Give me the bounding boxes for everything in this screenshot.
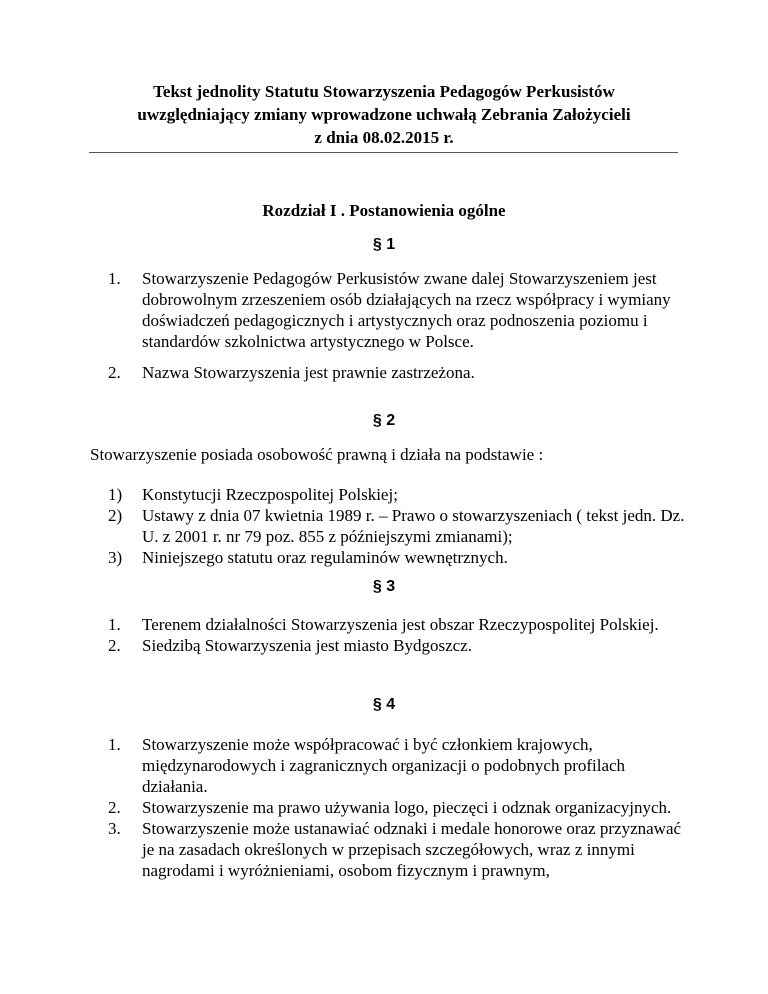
- list-item: 2. Siedzibą Stowarzyszenia jest miasto Bydgoszcz.: [108, 636, 472, 655]
- list-item: 3. Stowarzyszenie może ustanawiać odznaki i medale honorowe oraz przyznawać je na zasadach określonych w przepisach szczegółowych, wraz z innymi nagrodami i wyróżnieniami, osobom fizycznym i prawnym,: [108, 819, 682, 880]
- section-1-heading: § 1: [372, 236, 396, 253]
- list-item: 1. Stowarzyszenie może współpracować i być członkiem krajowych, międzynarodowych i zagranicznych organizacji o podobnych profilach działania.: [108, 735, 626, 796]
- section-4-heading: § 4: [372, 696, 396, 713]
- document-title: [90, 80, 678, 149]
- list-item: 3) Niniejszego statutu oraz regulaminów wewnętrznych.: [108, 548, 508, 567]
- section-2-heading: § 2: [372, 412, 396, 429]
- list-item: 1. Terenem działalności Stowarzyszenia jest obszar Rzeczypospolitej Polskiej.: [108, 615, 659, 634]
- section-1-list: [108, 268, 688, 383]
- list-item: 2. Stowarzyszenie ma prawo używania logo, pieczęci i odznak organizacyjnych.: [108, 798, 672, 817]
- title-divider: [89, 152, 678, 153]
- chapter-heading: Rozdział I . Postanowienia ogólne: [262, 201, 506, 220]
- section-2-intro: Stowarzyszenie posiada osobowość prawną i działa na podstawie :: [90, 445, 544, 464]
- section-3-list: [108, 614, 688, 656]
- title-line-2: uwzględniający zmiany wprowadzone uchwałą Zebrania Założycieli: [137, 105, 631, 124]
- list-item: 1. Stowarzyszenie Pedagogów Perkusistów zwane dalej Stowarzyszeniem jest dobrowolnym zrzeszeniem osób działających na rzecz współpracy i wymiany doświadczeń pedagogicznych i artystycznych oraz podnoszenia poziomu i standardów szkolnictwa artystycznego w Polsce.: [108, 269, 671, 351]
- list-item: 2) Ustawy z dnia 07 kwietnia 1989 r. – Prawo o stowarzyszeniach ( tekst jedn. Dz. U. z 2001 r. nr 79 poz. 855 z późniejszymi zmianami);: [108, 506, 685, 546]
- list-item: 1) Konstytucji Rzeczpospolitej Polskiej;: [108, 485, 398, 504]
- section-2-list: [108, 484, 688, 568]
- section-3-heading: § 3: [372, 578, 396, 595]
- title-line-3: z dnia 08.02.2015 r.: [314, 128, 454, 147]
- title-line-1: Tekst jednolity Statutu Stowarzyszenia Pedagogów Perkusistów: [153, 82, 615, 101]
- list-item: 2. Nazwa Stowarzyszenia jest prawnie zastrzeżona.: [108, 363, 475, 382]
- section-4-list: [108, 734, 688, 881]
